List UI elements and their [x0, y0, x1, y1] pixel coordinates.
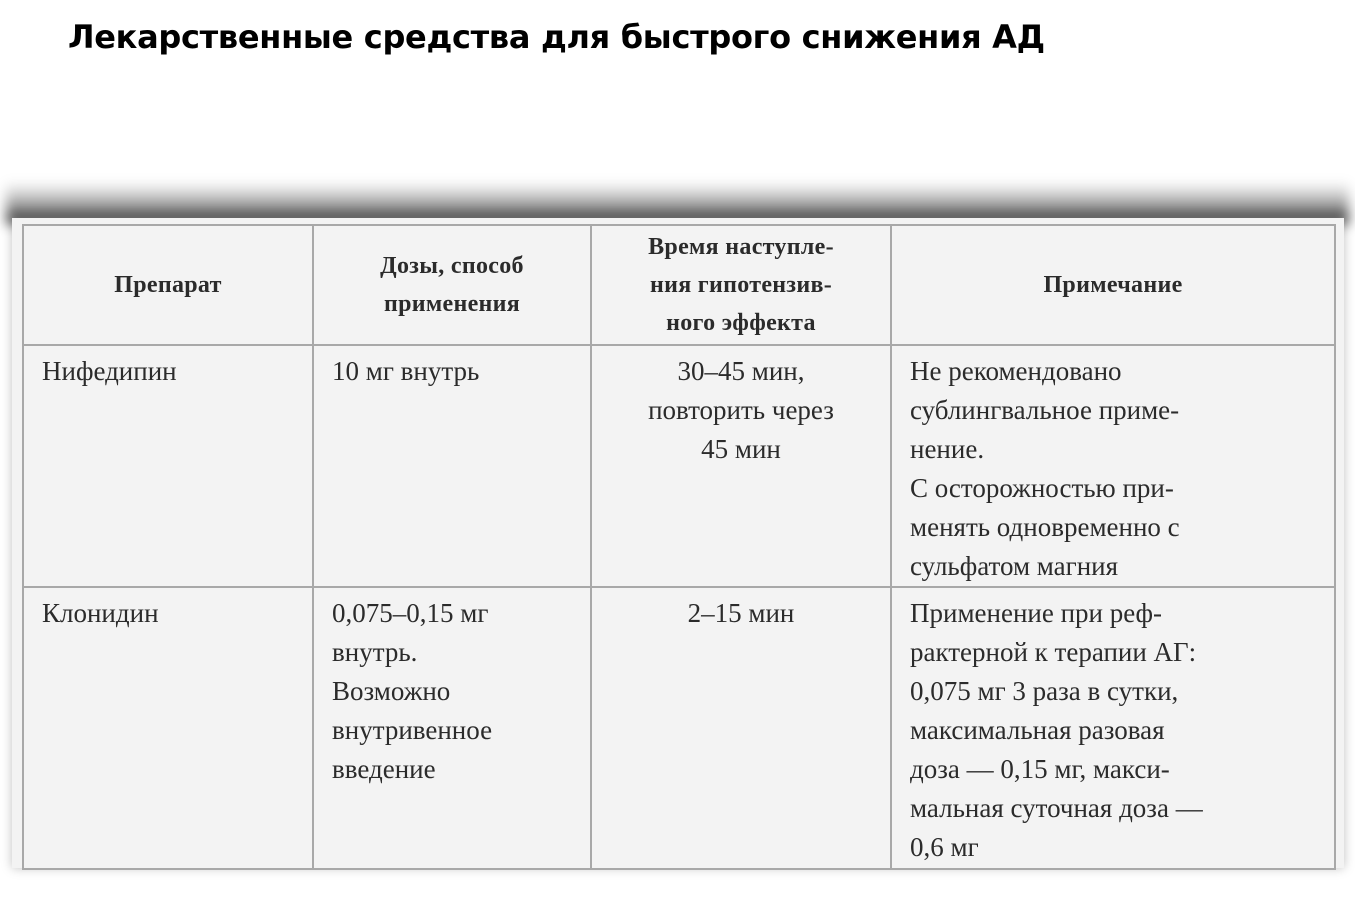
cell-onset: 30–45 мин, повторить через 45 мин [591, 345, 891, 587]
header-drug: Препарат [23, 225, 313, 345]
scanned-table-image [12, 218, 1344, 868]
slide-title: Лекарственные средства для быстрого снижения АД [68, 18, 1045, 56]
table-row [23, 587, 1335, 869]
cell-note: Применение при реф- рактерной к терапии АГ: 0,075 мг 3 раза в сутки, максимальная разовая доза — 0,15 мг, макси- мальная суточная доза — 0,6 мг [891, 587, 1335, 869]
cell-dose: 0,075–0,15 мг внутрь. Возможно внутривенное введение [313, 587, 591, 869]
table-header-row [23, 225, 1335, 345]
table-row [23, 345, 1335, 587]
cell-drug: Нифедипин [23, 345, 313, 587]
header-onset: Время наступле- ния гипотензив- ного эффекта [591, 225, 891, 345]
cell-dose: 10 мг внутрь [313, 345, 591, 587]
drug-table [22, 224, 1336, 870]
cell-note: Не рекомендовано сублингвальное приме- нение. С осторожностью при- менять одновременно с сульфатом магния [891, 345, 1335, 587]
cell-onset: 2–15 мин [591, 587, 891, 869]
header-note: Примечание [891, 225, 1335, 345]
cell-drug: Клонидин [23, 587, 313, 869]
header-dose: Дозы, способ применения [313, 225, 591, 345]
